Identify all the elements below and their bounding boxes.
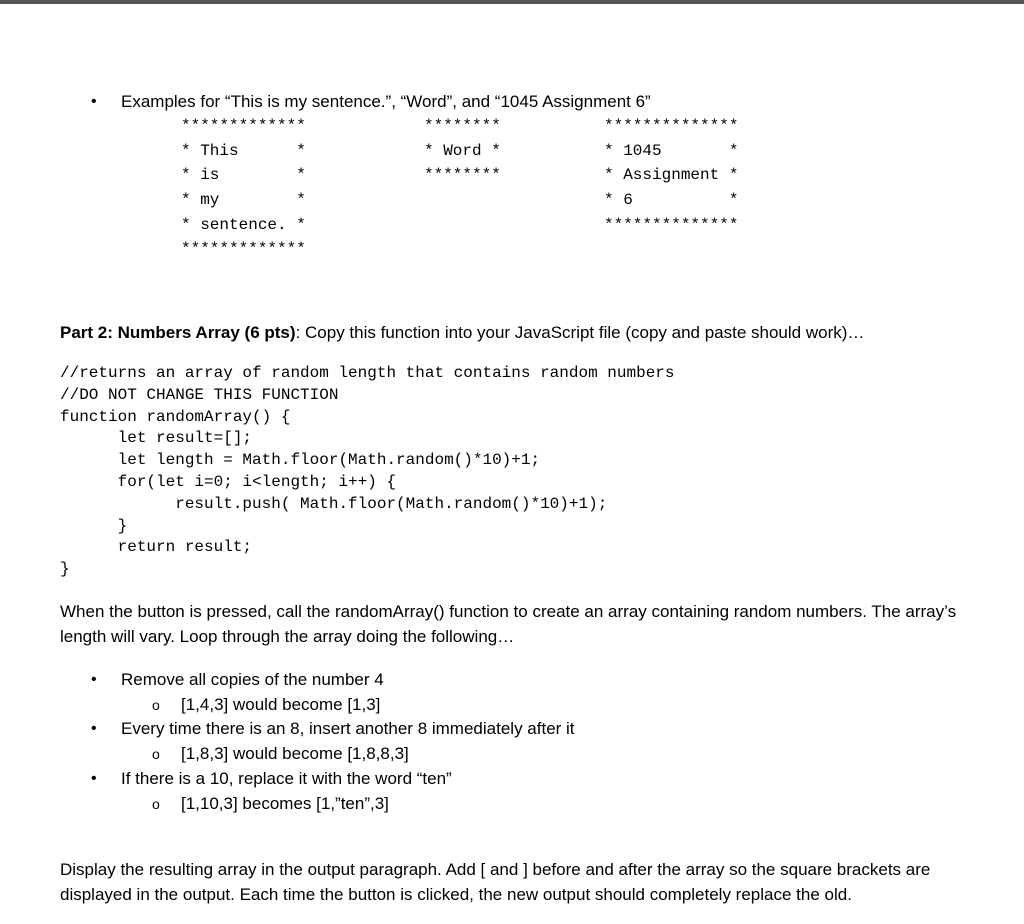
part2-heading [60, 323, 864, 343]
bullet-icon: • [91, 93, 97, 110]
rule-example: [1,4,3] would become [1,3] [181, 695, 381, 714]
box-line: * sentence. * [181, 216, 306, 234]
code-line: function randomArray() { [60, 407, 291, 426]
rule-text: Remove all copies of the number 4 [121, 670, 384, 689]
bullet-icon: • [91, 720, 97, 737]
box-line: * 6 * [604, 191, 739, 209]
rule-example: [1,8,3] would become [1,8,8,3] [181, 744, 409, 763]
box-line: ******** [424, 117, 501, 135]
top-border [0, 0, 1024, 4]
instructions-paragraph: When the button is pressed, call the randomArray() function to create an array containing random numbers. The array’s length will vary. Loop through the array doing the following… [60, 602, 957, 646]
code-line: return result; [60, 538, 253, 557]
box-line: ************* [181, 117, 306, 135]
box-line: ******** [424, 166, 501, 184]
box-line: * Word * [424, 142, 501, 160]
code-line: } [60, 516, 128, 535]
box-line: * is * [181, 166, 306, 184]
bullet-icon: • [91, 671, 97, 688]
code-line: } [60, 560, 70, 579]
sub-bullet-icon: o [152, 746, 160, 762]
code-line: let result=[]; [60, 429, 253, 448]
box-line: * 1045 * [604, 142, 739, 160]
rule-text: If there is a 10, replace it with the word “ten” [121, 769, 452, 788]
code-line: let length = Math.floor(Math.random()*10)+1; [60, 451, 541, 470]
code-line: //returns an array of random length that contains random numbers [60, 364, 675, 382]
sub-bullet-icon: o [152, 796, 160, 812]
code-block [60, 363, 675, 581]
box-line: ************** [604, 117, 739, 135]
code-line: //DO NOT CHANGE THIS FUNCTION [60, 385, 339, 404]
rule-example: [1,10,3] becomes [1,”ten”,3] [181, 794, 389, 813]
box-line: * Assignment * [604, 166, 739, 184]
bullet-icon: • [91, 770, 97, 787]
box-line: * This * [181, 142, 306, 160]
part2-title: Part 2: Numbers Array (6 pts) [60, 323, 296, 342]
part2-intro: : Copy this function into your JavaScript file (copy and paste should work)… [295, 323, 865, 342]
examples-heading: Examples for “This is my sentence.”, “Word”, and “1045 Assignment 6” [121, 92, 651, 111]
code-line: for(let i=0; i<length; i++) { [60, 472, 397, 491]
rule-text: Every time there is an 8, insert another 8 immediately after it [121, 719, 575, 738]
box-line: ************* [181, 240, 306, 258]
sub-bullet-icon: o [152, 697, 160, 713]
code-line: result.push( Math.floor(Math.random()*10)+1); [60, 494, 608, 513]
display-paragraph: Display the resulting array in the output paragraph. Add [ and ] before and after the array so the square brackets are displayed in the output. Each time the button is clicked, the new output should completely replace the old. [60, 860, 931, 904]
box-line: ************** [604, 216, 739, 234]
box-line: * my * [181, 191, 306, 209]
